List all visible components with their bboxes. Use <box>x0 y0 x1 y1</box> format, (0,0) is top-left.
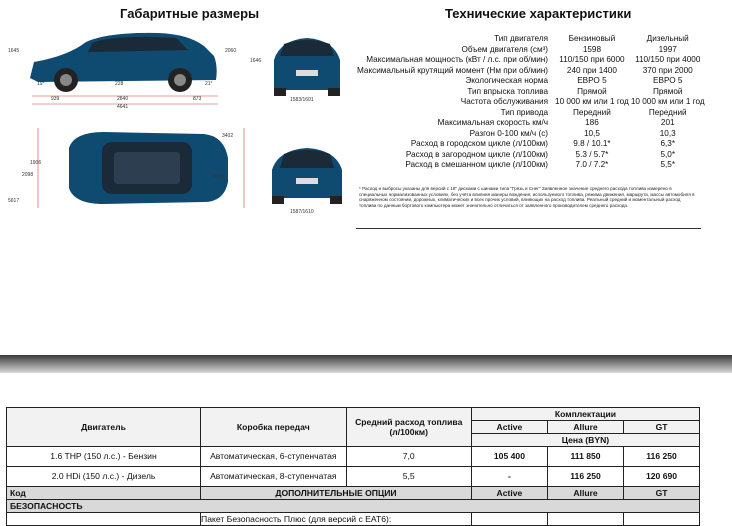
engine-header: Двигатель <box>7 408 201 447</box>
spec-row <box>356 139 706 150</box>
dim-height-rails: 2060 <box>225 48 237 54</box>
dim-top-width: 1906 <box>30 160 42 166</box>
spec-row <box>356 160 706 171</box>
spec-label: Частота обслуживания <box>460 97 549 107</box>
gearbox-cell: Автоматическая, 8-ступенчатая <box>201 467 347 487</box>
price-cell: 111 850 <box>548 447 624 467</box>
specs-title: Технические характеристики <box>445 6 632 21</box>
fuel-header: Средний расход топлива (л/100км) <box>346 408 471 447</box>
gearbox-cell: Автоматическая, 6-ступенчатая <box>201 447 347 467</box>
spec-value: 10,3 <box>659 128 676 138</box>
car-top-view <box>14 118 246 218</box>
car-front-view <box>262 32 352 100</box>
dimensions-title: Габаритные размеры <box>120 6 260 21</box>
spec-row <box>356 34 706 45</box>
spec-value: 240 при 1400 <box>566 65 617 75</box>
table-row <box>7 467 700 487</box>
dim-clearance: 228 <box>115 81 124 87</box>
spec-value: 370 при 2000 <box>642 65 693 75</box>
spec-value: 1598 <box>582 44 602 54</box>
spec-label: Расход в смешанном цикле (л/100км) <box>405 160 549 170</box>
spec-row <box>356 87 706 98</box>
spec-row <box>356 45 706 56</box>
price-table <box>6 407 700 526</box>
spec-row <box>356 108 706 119</box>
spec-label: Объем двигателя (см³) <box>461 44 549 54</box>
opt-trim-allure: Allure <box>548 487 624 500</box>
dim-front-track: 1583/1601 <box>290 97 314 103</box>
spec-value: ЕВРО 5 <box>577 76 607 86</box>
options-header-row <box>7 487 700 500</box>
spec-value: 186 <box>585 118 599 128</box>
price-cell: - <box>471 467 547 487</box>
spec-value: 5.3 / 5.7* <box>575 149 609 159</box>
opt-trim-gt: GT <box>624 487 700 500</box>
spec-label: Разгон 0-100 км/ч (с) <box>469 128 549 138</box>
specs-table <box>356 34 705 171</box>
car-rear-view <box>262 140 352 208</box>
price-page <box>0 373 732 524</box>
specs-footnote: * Расход и выбросы указаны для версий с 18" дисками с шинами типа "Грязь и Снег" Заявленное значение среднего расхода топлива измерено в специальных нормализованных условиях, без учёта влияния манеры вождения, используемого топлива, режима движения, маршрута, массы автомобиля в снаряженном состоянии, дорожных, климатических и всех прочих условий, влияющих на расход топлива. Реальный средний и моментальный расход топлива по данным бортового компьютера может значительно отличаться от заявленного производителем среднего расхода. <box>359 186 695 208</box>
spec-value: 1997 <box>658 44 677 54</box>
trim-gt: GT <box>624 421 700 434</box>
spec-row <box>356 118 706 129</box>
spec-label: Тип привода <box>500 107 549 117</box>
price-header: Цена (BYN) <box>471 434 699 447</box>
spec-label: Тип впрыска топлива <box>467 86 549 96</box>
spec-label: Максимальная мощность (кВт / л.с. при об/мин) <box>366 55 549 65</box>
spec-value: 110/150 при 6000 <box>559 55 625 65</box>
spec-value: 10,5 <box>583 128 600 138</box>
options-header: ДОПОЛНИТЕЛЬНЫЕ ОПЦИИ <box>201 487 472 500</box>
table-row <box>7 447 700 467</box>
dim-wheelbase: 2840 <box>117 96 129 102</box>
spec-value: 9.8 / 10.1* <box>573 139 611 149</box>
spec-value: 110/150 при 4000 <box>635 55 701 65</box>
spec-value: Бензиновый <box>568 34 616 44</box>
engine-cell: 1.6 THP (150 л.с.) - Бензин <box>7 447 201 467</box>
spec-row <box>356 97 706 108</box>
spec-label: Расход в загородном цикле (л/100км) <box>405 149 549 159</box>
safety-section-label: БЕЗОПАСНОСТЬ <box>7 500 700 513</box>
engine-cell: 2.0 HDi (150 л.с.) - Дизель <box>7 467 201 487</box>
spec-label: Расход в городском цикле (л/100км) <box>410 139 549 149</box>
dim-top-width-mirrors: 2098 <box>22 172 34 178</box>
price-cell: 116 250 <box>548 467 624 487</box>
spec-label: Тип двигателя <box>494 34 549 44</box>
spec-label: Экологическая норма <box>465 76 549 86</box>
fuel-cell: 5,5 <box>346 467 471 487</box>
spec-value: Передний <box>573 107 611 117</box>
spec-value: Передний <box>648 107 687 117</box>
dim-angle-rear: 21° <box>205 81 213 87</box>
spec-value: 10 000 км или 1 год <box>630 97 705 107</box>
dim-angle-front: 19° <box>37 81 45 87</box>
fuel-cell: 7,0 <box>346 447 471 467</box>
spec-value: Прямой <box>652 86 683 96</box>
price-cell: 105 400 <box>471 447 547 467</box>
price-cell: 120 690 <box>624 467 700 487</box>
dim-rear-overhang: 873 <box>193 96 202 102</box>
spec-value: 5,5* <box>660 160 676 170</box>
divider <box>356 228 701 229</box>
table-row <box>7 513 700 526</box>
spec-value: ЕВРО 5 <box>653 76 683 86</box>
spec-value: Дизельный <box>646 34 689 44</box>
dim-top-side: 3402 <box>222 133 234 139</box>
safety-section-row <box>7 500 700 513</box>
spec-row <box>356 66 706 77</box>
spec-value: 7.0 / 7.2* <box>575 160 609 170</box>
spec-row <box>356 55 706 66</box>
spec-value: 5,0* <box>660 149 676 159</box>
spec-value: 201 <box>660 118 675 128</box>
dim-front-overhang: 939 <box>51 96 60 102</box>
spec-value: 10 000 км или 1 год <box>555 97 629 107</box>
price-cell: 116 250 <box>624 447 700 467</box>
spec-value: 6,3* <box>660 139 676 149</box>
spec-label: Максимальный крутящий момент (Нм при об/мин) <box>357 65 549 75</box>
trim-active: Active <box>471 421 547 434</box>
dim-length: 4641 <box>117 104 129 110</box>
page-gap <box>0 355 732 373</box>
spec-row <box>356 76 706 87</box>
spec-row <box>356 129 706 140</box>
spec-row <box>356 150 706 161</box>
code-header: Код <box>7 487 201 500</box>
dim-front-height: 1646 <box>250 58 262 64</box>
gearbox-header: Коробка передач <box>201 408 347 447</box>
trims-header: Комплектации <box>471 408 699 421</box>
spec-label: Максимальная скорость км/ч <box>437 118 549 128</box>
opt-trim-active: Active <box>471 487 547 500</box>
dim-rear-track: 1587/1610 <box>290 209 314 215</box>
spec-value: Прямой <box>577 86 607 96</box>
option-pack-label: Пакет Безопасность Плюс (для версий с EAT6): <box>201 513 472 526</box>
trim-allure: Allure <box>548 421 624 434</box>
dim-top-length: 5617 <box>8 198 20 204</box>
dim-height: 1645 <box>8 48 20 54</box>
dim-top-width-body: 1844 <box>212 174 224 180</box>
